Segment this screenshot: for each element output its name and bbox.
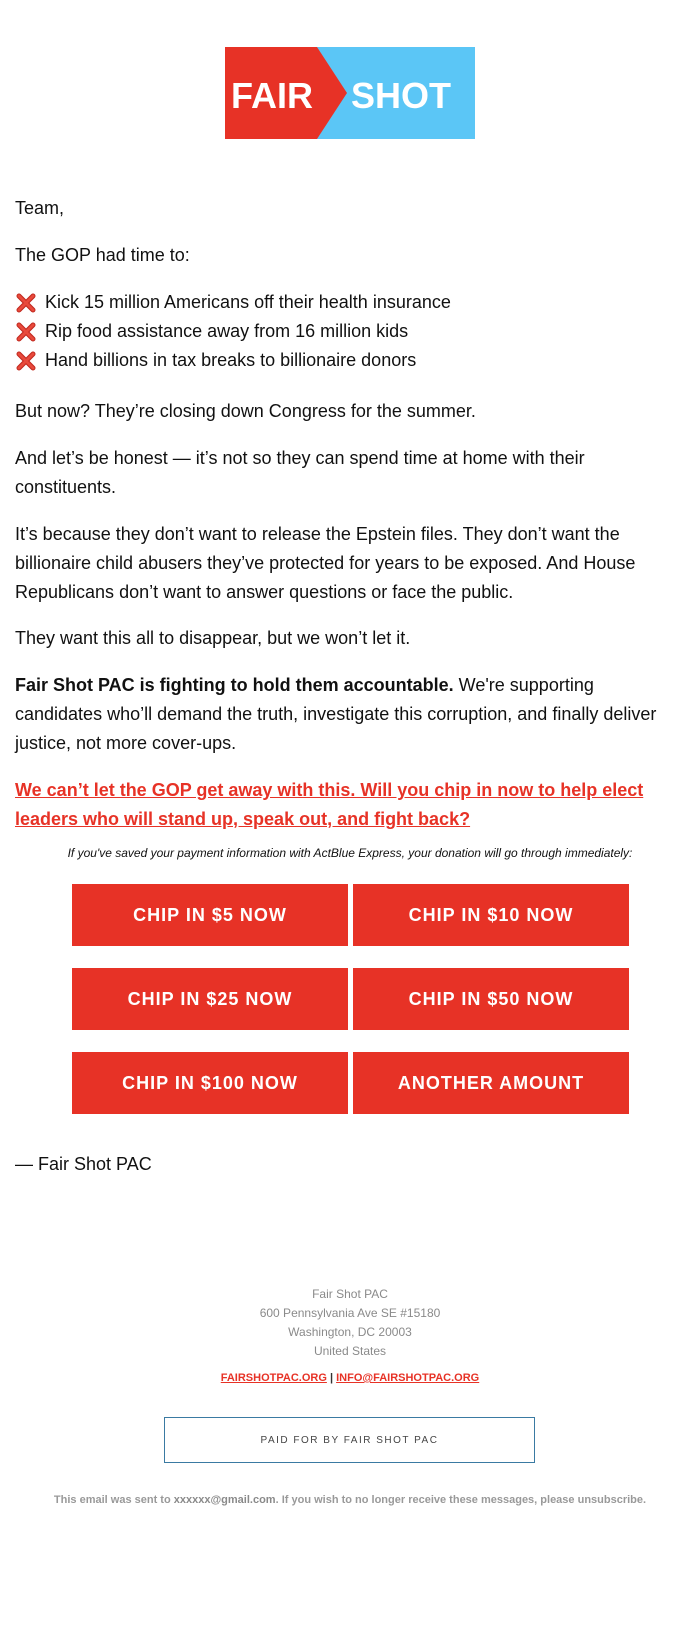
actblue-note: If you've saved your payment information with ActBlue Express, your donation will go through immediately:: [67, 846, 633, 860]
bullet-list: [15, 288, 680, 375]
intro-line: The GOP had time to:: [15, 245, 190, 265]
paid-for-disclaimer: PAID FOR BY FAIR SHOT PAC: [164, 1417, 535, 1463]
chip-in-100-button[interactable]: CHIP IN $100 NOW: [72, 1052, 348, 1114]
footer-org: Fair Shot PAC: [312, 1287, 388, 1301]
red-x-icon: [15, 321, 37, 343]
logo-right-text: SHOT: [351, 75, 452, 116]
chip-in-50-button[interactable]: CHIP IN $50 NOW: [353, 968, 629, 1030]
paragraph-epstein: It’s because they don’t want to release the Epstein files. They don’t want the billionaire child abusers they’ve protected for years to be exposed. And House Republicans don’t want to answer questions or face the public.: [15, 524, 636, 602]
website-link[interactable]: FAIRSHOTPAC.ORG: [220, 1372, 327, 1384]
accountable-bold: Fair Shot PAC is fighting to hold them accountable.: [15, 675, 454, 695]
accountable-rest: We're supporting candidates who’ll demand the truth, investigate this corruption, and finally deliver justice, not more cover-ups.: [15, 675, 657, 753]
paragraph-disappear: They want this all to disappear, but we won’t let it.: [15, 628, 411, 648]
unsub-post[interactable]: . If you wish to no longer receive these messages, please unsubscribe.: [275, 1494, 647, 1506]
bullet-text: Kick 15 million Americans off their health insurance: [45, 292, 451, 312]
chip-in-10-button[interactable]: CHIP IN $10 NOW: [353, 884, 629, 946]
unsubscribe-notice: [0, 1494, 700, 1506]
chip-in-25-button[interactable]: CHIP IN $25 NOW: [72, 968, 348, 1030]
list-item: [15, 346, 680, 375]
list-item: [15, 288, 680, 317]
bullet-text: Hand billions in tax breaks to billionaire donors: [45, 350, 417, 370]
another-amount-button[interactable]: ANOTHER AMOUNT: [353, 1052, 629, 1114]
list-item: [15, 317, 680, 346]
paragraph-honest: And let’s be honest — it’s not so they can spend time at home with their constituents.: [15, 448, 585, 497]
fair-shot-logo[interactable]: [225, 47, 475, 139]
logo-left-text: FAIR: [231, 75, 314, 116]
chip-in-5-button[interactable]: CHIP IN $5 NOW: [72, 884, 348, 946]
link-separator: |: [329, 1372, 334, 1384]
unsub-pre: This email was sent to: [53, 1494, 174, 1506]
bullet-text: Rip food assistance away from 16 million kids: [45, 321, 409, 341]
email-link[interactable]: INFO@FAIRSHOTPAC.ORG: [336, 1372, 480, 1384]
cta-paragraph: [15, 776, 680, 834]
paragraph-accountable: [15, 671, 680, 758]
footer-links: [0, 1372, 700, 1384]
signoff: — Fair Shot PAC: [15, 1154, 152, 1174]
red-x-icon: [15, 292, 37, 314]
greeting: Team,: [15, 198, 65, 218]
footer-country: United States: [313, 1344, 387, 1358]
red-x-icon: [15, 350, 37, 372]
paragraph-congress: But now? They’re closing down Congress for the summer.: [15, 401, 476, 421]
recipient-email: xxxxxx@gmail.com: [173, 1494, 276, 1506]
footer-street: 600 Pennsylvania Ave SE #15180: [259, 1306, 441, 1320]
footer-city: Washington, DC 20003: [288, 1325, 412, 1339]
donate-cta-link[interactable]: We can’t let the GOP get away with this. Will you chip in now to help elect leaders who will stand up, speak out, and fight back?: [15, 780, 644, 829]
